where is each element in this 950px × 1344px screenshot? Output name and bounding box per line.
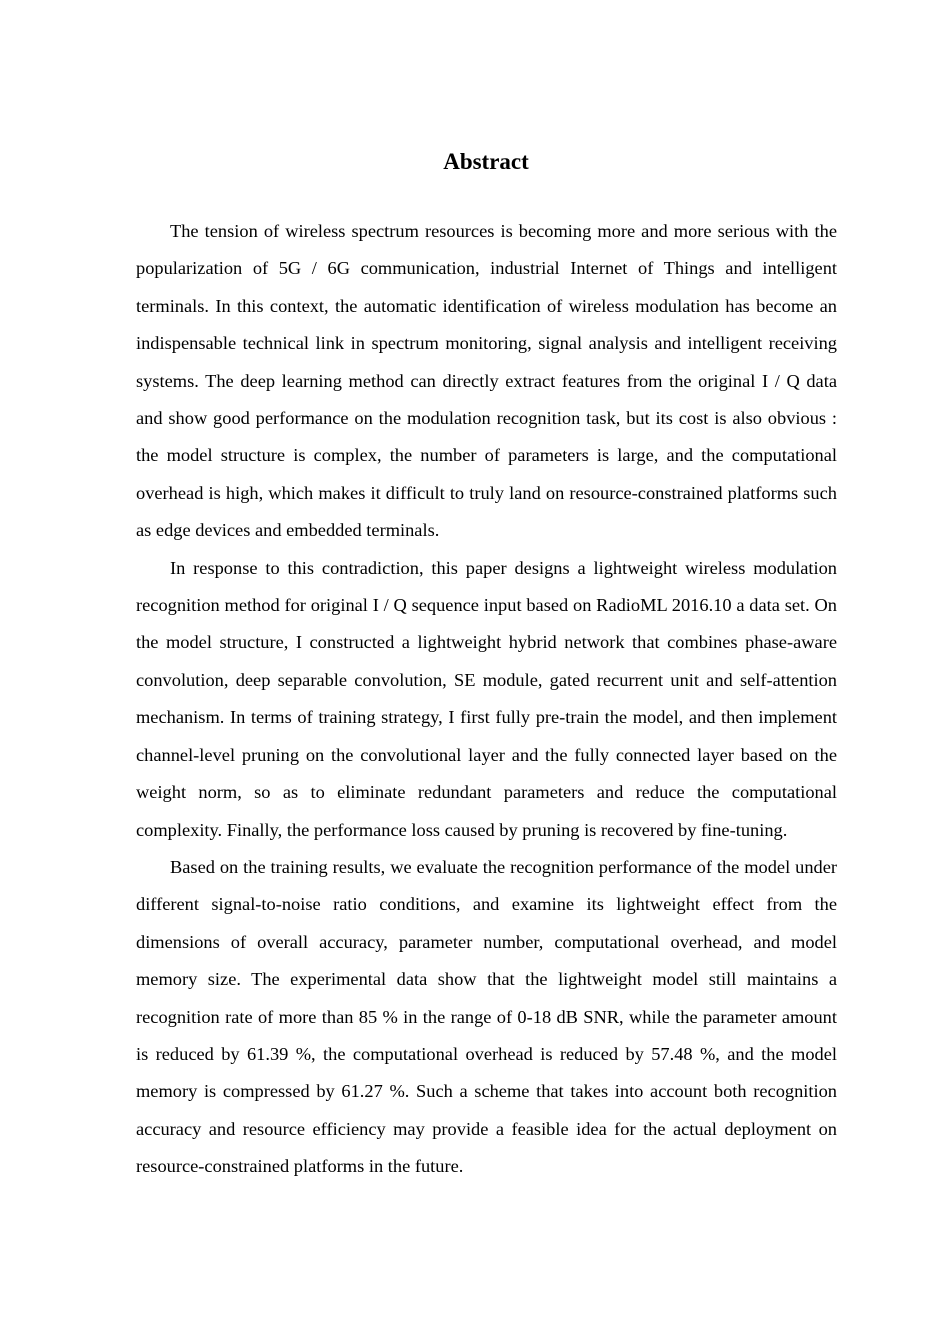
abstract-paragraph-2: In response to this contradiction, this paper designs a lightweight wireless modulation recognition method for original I / Q sequence input based on RadioML 2016.10 a data set. On the model structure, I constructed a lightweight hybrid network that combines phase-aware convolution, deep separable convolution, SE module, gated recurrent unit and self-attention mechanism. In terms of training strategy, I first fully pre-train the model, and then implement channel-level pruning on the convolutional layer and the fully connected layer based on the weight norm, so as to eliminate redundant parameters and reduce the computational complexity. Finally, the performance loss caused by pruning is recovered by fine-tuning.	[136, 557, 837, 840]
abstract-title: Abstract	[443, 149, 529, 174]
abstract-paragraph-1: The tension of wireless spectrum resources is becoming more and more serious with the popularization of 5G / 6G communication, industrial Internet of Things and intelligent terminals. In this context, the automatic identification of wireless modulation has become an indispensable technical link in spectrum monitoring, signal analysis and intelligent receiving systems. The deep learning method can directly extract features from the original I / Q data and show good performance on the modulation recognition task, but its cost is also obvious : the model structure is complex, the number of parameters is large, and the computational overhead is high, which makes it difficult to truly land on resource-constrained platforms such as edge devices and embedded terminals.	[136, 221, 837, 541]
abstract-body	[136, 213, 837, 1186]
abstract-paragraph-3: Based on the training results, we evaluate the recognition performance of the model under different signal-to-noise ratio conditions, and examine its lightweight effect from the dimensions of overall accuracy, parameter number, computational overhead, and model memory size. The experimental data show that the lightweight model still maintains a recognition rate of more than 85 % in the range of 0-18 dB SNR, while the parameter amount is reduced by 61.39 %, the computational overhead is reduced by 57.48 %, and the model memory is compressed by 61.27 %. Such a scheme that takes into account both recognition accuracy and resource efficiency may provide a feasible idea for the actual deployment on resource-constrained platforms in the future.	[136, 856, 837, 1177]
